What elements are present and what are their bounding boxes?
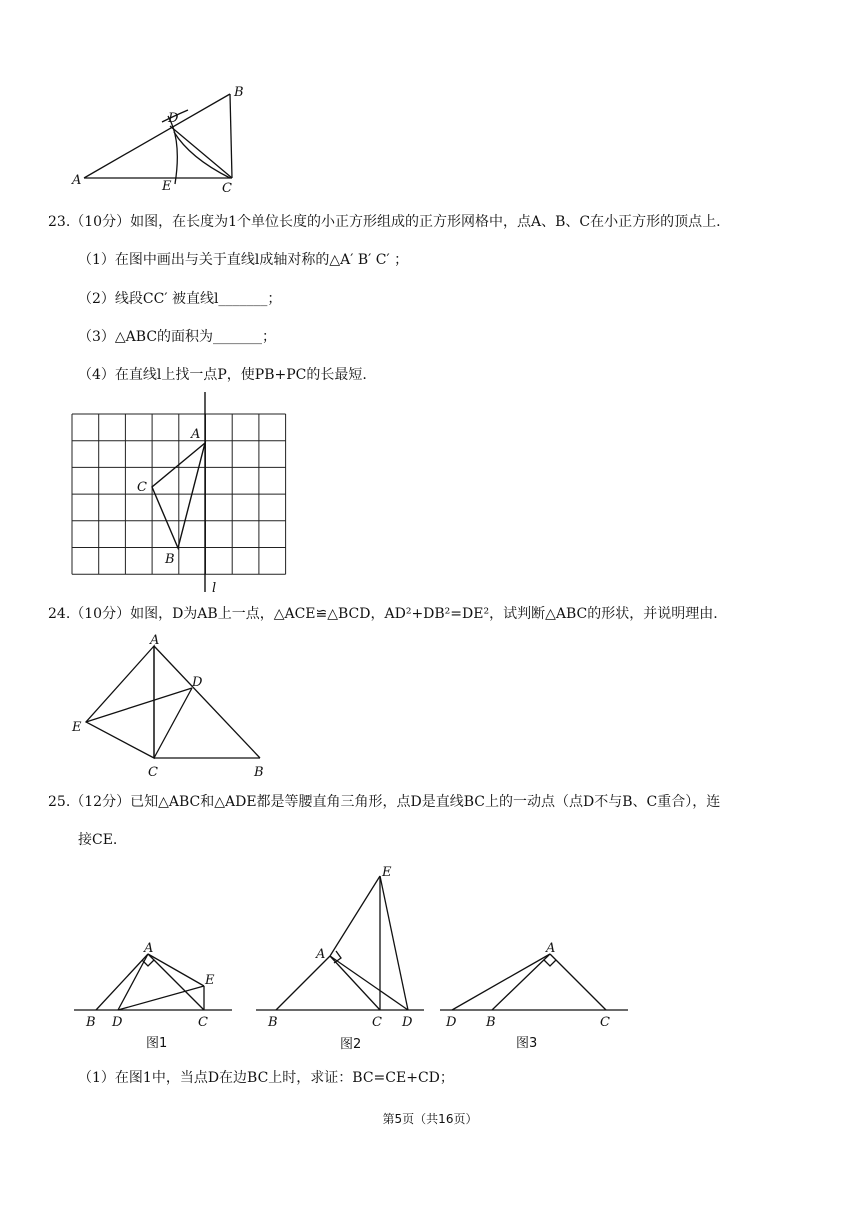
q22-label-C: C <box>222 181 232 196</box>
q24-stem: 24.（10分）如图，D为AB上一点，△ACE≌△BCD，AD²+DB²=DE²，试判断△ABC的形状，并说明理由. <box>48 606 718 622</box>
q25-fig1-label-D: D <box>112 1015 123 1030</box>
q25-fig2-label-C: C <box>372 1015 382 1030</box>
q25-fig1-label-A: A <box>144 941 154 956</box>
q24-label-C: C <box>148 765 158 780</box>
q25-fig3-label-C: C <box>600 1015 610 1030</box>
q25-stem-line1: 25.（12分）已知△ABC和△ADE都是等腰直角三角形，点D是直线BC上的一动点（点D不与B、C重合），连 <box>48 794 721 810</box>
q24-figure <box>68 633 278 781</box>
page-footer: 第5页（共16页） <box>382 1112 478 1126</box>
q25-fig3-label-A: A <box>546 941 556 956</box>
q22-label-E: E <box>162 179 172 194</box>
q24-label-B: B <box>254 765 264 780</box>
q25-figure-2 <box>254 862 434 1057</box>
q25-fig3-label-B: B <box>486 1015 496 1030</box>
q23-grid-diagram <box>60 388 300 598</box>
q25-fig2-diagram <box>254 862 434 1057</box>
q22-geometry-diagram <box>70 80 260 200</box>
q25-fig2-caption: 图2 <box>340 1037 362 1052</box>
q25-fig2-label-E: E <box>382 865 392 880</box>
q23-stem: 23.（10分）如图，在长度为1个单位长度的小正方形组成的正方形网格中，点A、B、C在小正方形的顶点上. <box>48 214 721 230</box>
q25-fig1-label-E: E <box>205 973 215 988</box>
q25-fig1-label-C: C <box>198 1015 208 1030</box>
q25-part1: （1）在图1中，当点D在边BC上时，求证：BC=CE+CD； <box>78 1070 454 1086</box>
q25-stem-line2: 接CE. <box>78 832 118 848</box>
q22-label-D: D <box>168 111 179 126</box>
q23-part4: （4）在直线l上找一点P，使PB+PC的长最短. <box>78 367 367 383</box>
q25-fig3-label-D: D <box>446 1015 457 1030</box>
q23-label-l: l <box>212 581 217 596</box>
q25-figure-3 <box>438 932 633 1057</box>
q25-figure-1 <box>70 932 240 1057</box>
q24-label-A: A <box>150 633 160 648</box>
q24-label-E: E <box>72 720 82 735</box>
q25-fig1-label-B: B <box>86 1015 96 1030</box>
q25-fig3-diagram <box>438 932 633 1057</box>
q25-fig2-label-B: B <box>268 1015 278 1030</box>
q25-fig2-label-D: D <box>402 1015 413 1030</box>
q24-geometry-diagram <box>68 633 278 781</box>
q22-label-A: A <box>72 173 82 188</box>
q23-label-B: B <box>165 552 175 567</box>
q25-fig3-caption: 图3 <box>516 1036 538 1051</box>
q23-label-C: C <box>137 480 147 495</box>
q24-label-D: D <box>192 675 203 690</box>
q23-grid-figure <box>60 388 300 598</box>
q22-label-B: B <box>234 85 244 100</box>
q25-fig1-diagram <box>70 932 240 1057</box>
q23-label-A: A <box>191 427 201 442</box>
q23-part1: （1）在图中画出与关于直线l成轴对称的△A′ B′ C′ ； <box>78 252 409 268</box>
q25-fig1-caption: 图1 <box>146 1036 168 1051</box>
q23-part3: （3）△ABC的面积为_______； <box>78 329 277 345</box>
q22-figure <box>70 80 260 200</box>
q23-part2: （2）线段CC′ 被直线l_______； <box>78 291 282 307</box>
q25-fig2-label-A: A <box>316 947 326 962</box>
